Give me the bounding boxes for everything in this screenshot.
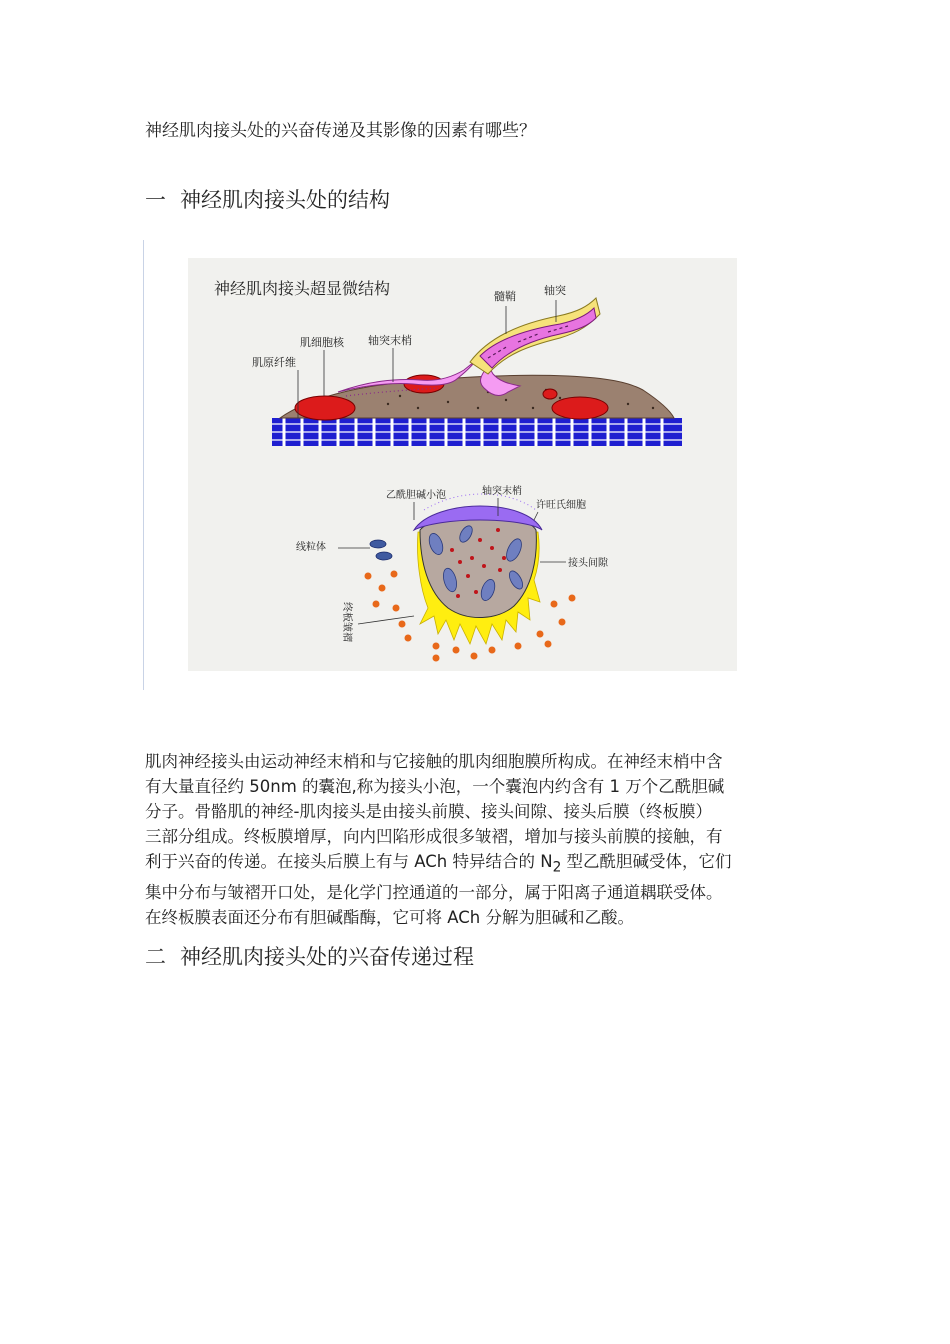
nmj-diagram-svg <box>188 258 737 671</box>
section-1-heading <box>145 184 390 214</box>
para-line-3: 分子。骨骼肌的神经-肌肉接头是由接头前膜、接头间隙、接头后膜（终板膜） <box>145 802 712 821</box>
para-line-6: 集中分布与皱褶开口处，是化学门控通道的一部分，属于阳离子通道耦联受体。 <box>145 883 723 903</box>
label-mitochondria: 线粒体 <box>296 542 326 553</box>
myofibril-stripes <box>272 418 682 446</box>
label-myofibril: 肌原纤维 <box>252 356 296 369</box>
question-text: 神经肌肉接头处的兴奋传递及其影像的因素有哪些？ <box>145 121 536 141</box>
muscle-nucleus-3 <box>552 397 608 419</box>
para-line-5 <box>145 849 815 880</box>
nmj-diagram <box>188 258 737 671</box>
label-myelin: 髓鞘 <box>494 290 516 303</box>
label-endplate-fold-vertical <box>341 602 354 642</box>
para-line-5-sub: 2 <box>552 859 562 876</box>
label-muscle-nucleus: 肌细胞核 <box>300 336 344 349</box>
muscle-nucleus-4 <box>543 389 557 399</box>
label-schwann: 许旺氏细胞 <box>536 500 586 511</box>
para-line-5-b: 型乙酰胆碱受体，它们 <box>561 852 732 871</box>
label-endplate-fold: 终板皱褶 <box>341 602 352 642</box>
para-line-1: 肌肉神经接头由运动神经末梢和与它接触的肌肉细胞膜所构成。在神经末梢中含 <box>145 752 723 771</box>
para-line-7: 在终板膜表面还分布有胆碱酯酶，它可将 ACh 分解为胆碱和乙酸。 <box>145 908 634 928</box>
section-2-title: 神经肌肉接头处的兴奋传递过程 <box>180 945 474 969</box>
label-ach-vesicle: 乙酰胆碱小泡 <box>386 490 446 501</box>
label-axon: 轴突 <box>544 284 566 297</box>
quote-bar <box>143 240 144 690</box>
mitochondria-outside <box>370 540 392 560</box>
section-2-heading <box>145 941 474 971</box>
para-line-5-a: 利于兴奋的传递。在接头后膜上有与 ACh 特异结合的 N <box>145 852 553 871</box>
label-cleft: 接头间隙 <box>568 558 608 569</box>
section-2-number: 二 <box>145 945 166 969</box>
para-line-2: 有大量直径约 50nm 的囊泡,称为接头小泡，一个囊泡内约含有 1 万个乙酰胆碱 <box>145 777 725 796</box>
diagram-title: 神经肌肉接头超显微结构 <box>214 279 391 298</box>
label-axon-terminal-bottom: 轴突末梢 <box>482 486 522 497</box>
body-paragraph <box>145 749 815 930</box>
label-axon-terminal-top: 轴突末梢 <box>368 334 412 347</box>
section-1-number: 一 <box>145 188 166 212</box>
section-1-title: 神经肌肉接头处的结构 <box>180 188 390 212</box>
para-line-4: 三部分组成。终板膜增厚，向内凹陷形成很多皱褶，增加与接头前膜的接触，有 <box>145 827 723 846</box>
muscle-nucleus-1 <box>295 396 355 420</box>
